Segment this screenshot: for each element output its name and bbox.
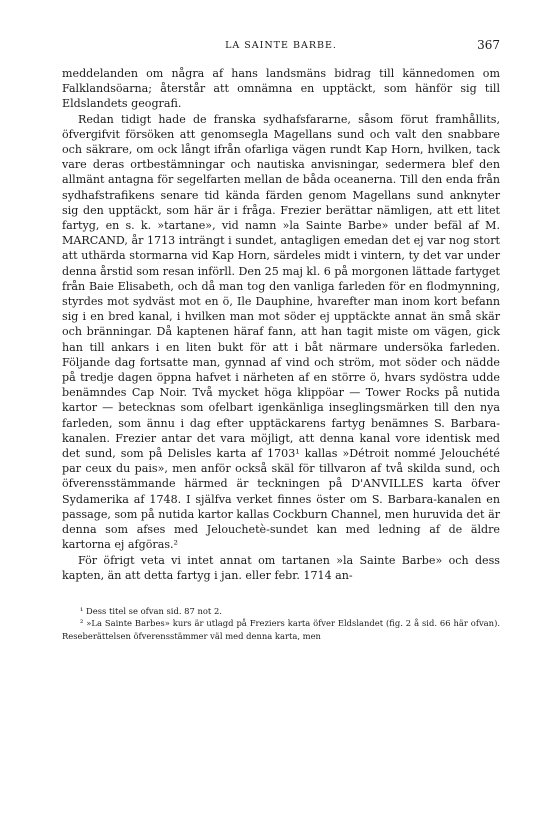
paragraph-continued: meddelanden om några af hans landsmäns bidrag till kännedomen om Falklandsöarna; återstår att omnämna en upptäckt, som hänför sig till Eldslandets geografi. bbox=[62, 67, 500, 111]
page-number: 367 bbox=[477, 38, 500, 52]
footnote-1: ¹ Dess titel se ofvan sid. 87 not 2. bbox=[80, 605, 222, 616]
paragraph-final: För öfrigt veta vi intet annat om tartanen »la Sainte Barbe» och dess kapten, än att detta fartyg i jan. eller febr. 1714 an- bbox=[62, 553, 500, 582]
page-header bbox=[62, 38, 500, 60]
footnotes bbox=[62, 605, 500, 643]
footnote-2: ² »La Sainte Barbes» kurs är utlagd på Freziers karta öfver Eldslandet (fig. 2 å sid. 66 här ofvan). Reseberättelsen öfverensstämmer väl med denna karta, men bbox=[62, 618, 500, 641]
paragraph-main: Redan tidigt hade de franska sydhafsfararne, såsom förut framhållits, öfvergifvit försöken att genomsegla Magellans sund och valt den snabbare och säkrare, om ock långt ifrån ofarliga vägen rundt Kap Horn, hvilken, tack vare deras ortbestämningar och nautiska anvisningar, sedermera blef den allmänt antagna för segelfarten mellan de båda oceanerna. Till den enda från sydhafstrafikens senare tid kända färden genom Magellans sund anknyter sig den upptäckt, som här är i fråga. Frezier berättar nämligen, att ett litet fartyg, en s. k. »tartane», vid namn »la Sainte Barbe» under befäl af M. MARCAND, år 1713 inträngt i sundet, antagligen emedan det ej var nog stort att uthärda stormarna vid Kap Horn, särdeles midt i vintern, ty det var under denna årstid som resan införll. Den 25 maj kl. 6 på morgonen lättade fartyget från Baie Elisabeth, och då man tog den vanliga farleden för en flodmynning, styrdes mot sydväst mot en ö, Ile Dauphine, hvarefter man inom kort befann sig i en bred kanal, i hvilken man mot söder ej upptäckte annat än små skär och bränningar. Då kaptenen häraf fann, att han tagit miste om vägen, gick han till ankars i en liten bukt för att i båt närmare undersöka farleden. Följande dag fortsatte man, gynnad af vind och ström, mot söder och nädde på tredje dagen öppna hafvet i närheten af en större ö, hvars sydöstra udde benämndes Cap Noir. Två mycket höga klippöar — Tower Rocks på nutida kartor — betecknas som ofelbart igenkänliga inseglingsmärken till den nya farleden, som ännu i dag efter upptäckarens fartyg benämnes S. Barbara-kanalen. Frezier antar det vara möjligt, att denna kanal vore identisk med det sund, som på Delisles karta af 1703¹ kallas »Détroit nommé Jelouchété par ceux du pais», men anför också skäl för tillvaron af två skilda sund, och öfverensstämmande härmed är teckningen på D'ANVILLES karta öfver Sydamerika af 1748. I själfva verket finnes öster om S. Barbara-kanalen en passage, som på nutida kartor kallas Cockburn Channel, men huruvida det är denna som afses med Jelouchetè-sundet kan med ledning af de äldre kartorna ej afgöras.² bbox=[62, 112, 500, 552]
body-text bbox=[62, 66, 500, 583]
running-title: LA SAINTE BARBE. bbox=[225, 40, 337, 51]
book-page bbox=[62, 38, 500, 642]
